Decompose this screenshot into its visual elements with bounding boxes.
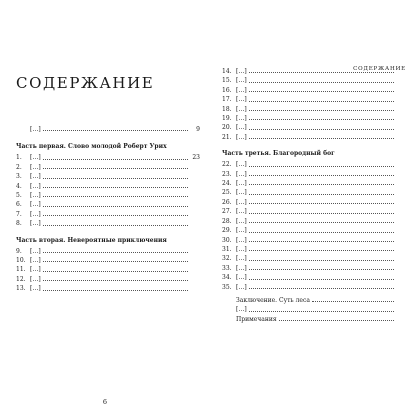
toc-entry-label: […]	[236, 255, 247, 263]
toc-entry	[222, 161, 406, 168]
toc-entry-number: 8.	[16, 220, 22, 228]
dot-leader	[249, 166, 394, 167]
dot-leader	[249, 194, 394, 195]
toc-entry-number: 4.	[16, 182, 22, 190]
dot-leader	[249, 232, 394, 233]
toc-entry-notes	[222, 316, 406, 323]
toc-entry-label: […]	[236, 115, 247, 123]
toc-entry	[222, 265, 406, 272]
toc-entry	[16, 164, 200, 171]
part-heading: Часть третья. Благородный бог	[222, 150, 335, 158]
toc-entry-label: […]	[30, 257, 41, 265]
toc-entry-page: 9	[196, 126, 200, 133]
dot-leader	[43, 225, 188, 226]
dot-leader	[43, 130, 188, 131]
toc-entry-label: […]	[30, 163, 41, 171]
toc-entry-extra	[222, 306, 406, 313]
toc-entry-label: […]	[236, 161, 247, 169]
dot-leader	[43, 196, 188, 197]
toc-entry-number: 28.	[222, 217, 232, 225]
toc-entry-label: […]	[236, 245, 247, 253]
toc-entry-label: Примечания	[236, 315, 277, 323]
toc-entry	[16, 285, 200, 292]
toc-title: СОДЕРЖАНИЕ	[16, 74, 155, 92]
toc-entry-label: […]	[236, 189, 247, 197]
toc-entry	[222, 274, 406, 281]
toc-entry-number: 17.	[222, 96, 232, 104]
toc-entry-number: 25.	[222, 189, 232, 197]
dot-leader	[249, 129, 394, 130]
toc-entry-label: […]	[236, 105, 247, 113]
toc-entry-number: 19.	[222, 115, 232, 123]
toc-entry-number: 22.	[222, 161, 232, 169]
toc-entry-label: […]	[30, 220, 41, 228]
right-page	[210, 0, 420, 420]
toc-entry	[222, 96, 406, 103]
toc-entry-label: […]	[30, 126, 41, 133]
toc-entry-number: 26.	[222, 198, 232, 206]
toc-entry-number: 29.	[222, 227, 232, 235]
toc-entry	[222, 237, 406, 244]
dot-leader	[249, 82, 394, 83]
toc-entry-label: […]	[30, 201, 41, 209]
toc-entry-label: […]	[236, 236, 247, 244]
toc-entry-number: 32.	[222, 255, 232, 263]
toc-entry-conclusion	[222, 297, 406, 304]
dot-leader	[43, 261, 188, 262]
part-heading: Часть вторая. Невероятные приключения	[16, 236, 167, 244]
toc-list-continued	[222, 68, 406, 141]
toc-entry	[222, 218, 406, 225]
toc-entry-number: 5.	[16, 192, 22, 200]
toc-entry	[222, 189, 406, 196]
toc-entry	[16, 248, 200, 255]
dot-leader	[249, 138, 394, 139]
dot-leader	[249, 250, 394, 251]
toc-entry	[222, 227, 406, 234]
toc-entry-label: Заключение. Суть леса	[236, 296, 310, 304]
toc-entry-label: […]	[236, 77, 247, 85]
toc-entry-number: 3.	[16, 173, 22, 181]
toc-list-part1	[16, 154, 200, 227]
dot-leader	[249, 110, 394, 111]
dot-leader	[249, 101, 394, 102]
dot-leader	[43, 290, 188, 291]
toc-entry-number: 31.	[222, 245, 232, 253]
toc-list-part2	[16, 248, 200, 293]
page-number: 6	[102, 398, 108, 406]
dot-leader	[249, 222, 394, 223]
toc-entry-label: […]	[30, 182, 41, 190]
dot-leader	[249, 288, 394, 289]
toc-entry	[222, 284, 406, 291]
dot-leader	[249, 269, 394, 270]
toc-entry	[16, 257, 200, 264]
toc-entry-prologue	[16, 126, 200, 133]
dot-leader	[43, 252, 188, 253]
dot-leader	[249, 184, 394, 185]
dot-leader	[249, 213, 394, 214]
toc-entry-number: 18.	[222, 105, 232, 113]
dot-leader	[43, 168, 188, 169]
dot-leader	[43, 280, 188, 281]
dot-leader	[249, 91, 394, 92]
toc-entry-label: […]	[30, 154, 41, 162]
toc-entry-label: […]	[30, 247, 41, 255]
dot-leader	[249, 260, 394, 261]
toc-entry	[16, 220, 200, 227]
toc-entry-number: 34.	[222, 274, 232, 282]
toc-entry	[222, 124, 406, 131]
toc-entry-number: 1.	[16, 154, 22, 162]
toc-entry-number: 27.	[222, 208, 232, 216]
toc-entry-label: […]	[236, 208, 247, 216]
toc-entry-label: […]	[236, 227, 247, 235]
dot-leader	[43, 215, 188, 216]
toc-entry	[222, 208, 406, 215]
toc-entry	[222, 87, 406, 94]
toc-entry	[16, 192, 200, 199]
dot-leader	[43, 187, 188, 188]
dot-leader	[312, 301, 394, 302]
toc-entry-number: 35.	[222, 283, 232, 291]
toc-entry-label: […]	[30, 210, 41, 218]
toc-entry	[222, 106, 406, 113]
toc-entry-label: […]	[236, 68, 247, 75]
dot-leader	[43, 206, 188, 207]
dot-leader	[249, 72, 394, 73]
toc-entry	[16, 154, 200, 161]
toc-entry-label: […]	[236, 217, 247, 225]
toc-entry	[16, 173, 200, 180]
toc-entry	[222, 255, 406, 262]
toc-entry-label: […]	[236, 124, 247, 132]
dot-leader	[279, 320, 394, 321]
toc-entry	[222, 180, 406, 187]
toc-entry-label: […]	[30, 266, 41, 274]
toc-entry-label: […]	[30, 285, 41, 293]
toc-entry-number: 23.	[222, 170, 232, 178]
toc-entry-page: 23	[192, 154, 200, 162]
toc-entry	[222, 77, 406, 84]
toc-entry	[222, 246, 406, 253]
toc-entry-label: […]	[236, 198, 247, 206]
dot-leader	[249, 311, 394, 312]
toc-entry-number: 12.	[16, 275, 26, 283]
toc-entry-label: […]	[236, 264, 247, 272]
toc-entry-label: […]	[30, 173, 41, 181]
toc-entry-label: […]	[30, 192, 41, 200]
toc-entry-number: 14.	[222, 68, 232, 75]
toc-entry-number: 30.	[222, 236, 232, 244]
toc-entry	[16, 276, 200, 283]
toc-list-part3	[222, 161, 406, 291]
toc-entry-label: […]	[30, 275, 41, 283]
toc-entry-label: […]	[236, 86, 247, 94]
toc-entry-number: 11.	[16, 266, 26, 274]
toc-entry-number: 15.	[222, 77, 232, 85]
toc-entry-number: 6.	[16, 201, 22, 209]
dot-leader	[43, 271, 188, 272]
toc-entry	[222, 199, 406, 206]
toc-entry-label: […]	[236, 274, 247, 282]
toc-entry-number: 16.	[222, 86, 232, 94]
dot-leader	[43, 178, 188, 179]
toc-entry-number: 21.	[222, 133, 232, 141]
toc-entry-label: […]	[236, 306, 247, 314]
toc-entry-number: 24.	[222, 180, 232, 188]
toc-entry-number: 33.	[222, 264, 232, 272]
toc-entry	[222, 171, 406, 178]
dot-leader	[43, 159, 188, 160]
toc-entry-number: 9.	[16, 247, 22, 255]
toc-entry	[16, 183, 200, 190]
toc-entry-label: […]	[236, 180, 247, 188]
toc-entry-number: 20.	[222, 124, 232, 132]
toc-entry	[222, 115, 406, 122]
dot-leader	[249, 241, 394, 242]
running-head: СОДЕРЖАНИЕ	[353, 66, 406, 72]
toc-entry	[16, 201, 200, 208]
dot-leader	[249, 279, 394, 280]
dot-leader	[249, 119, 394, 120]
toc-entry-number: 2.	[16, 163, 22, 171]
toc-entry	[16, 266, 200, 273]
part-heading: Часть первая. Слово молодой Роберт Урих	[16, 143, 167, 151]
toc-entry-label: […]	[236, 96, 247, 104]
dot-leader	[249, 203, 394, 204]
toc-entry-number: 13.	[16, 285, 26, 293]
toc-entry-number: 10.	[16, 257, 26, 265]
toc-entry	[16, 211, 200, 218]
dot-leader	[249, 175, 394, 176]
toc-entry-number: 7.	[16, 210, 22, 218]
toc-entry-label: […]	[236, 170, 247, 178]
toc-entry-label: […]	[236, 133, 247, 141]
toc-entry-label: […]	[236, 283, 247, 291]
toc-entry	[222, 134, 406, 141]
